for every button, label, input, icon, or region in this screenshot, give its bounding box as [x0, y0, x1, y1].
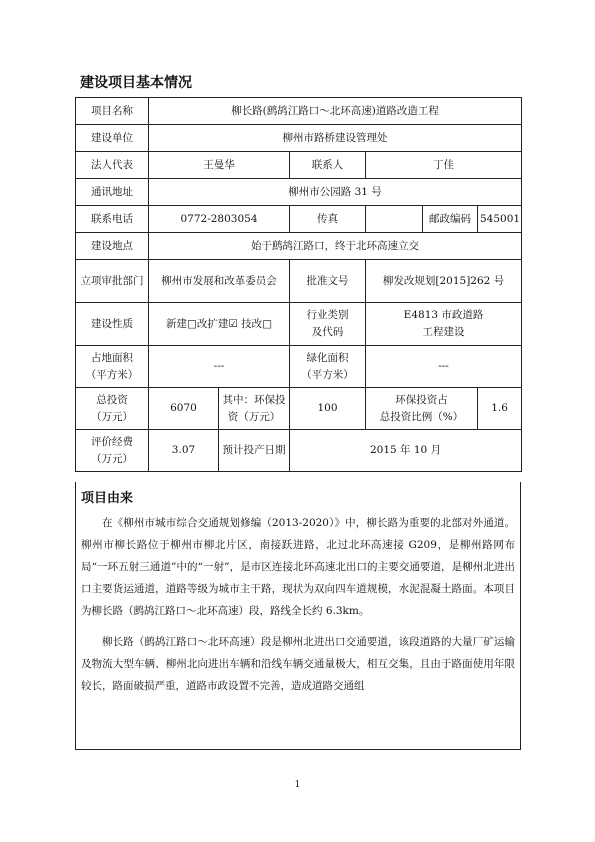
contact-value: 丁佳 — [366, 152, 522, 179]
project-origin-title: 项目由来 — [81, 491, 134, 506]
eval-fee-value: 3.07 — [149, 430, 219, 472]
phone-value: 0772-2803054 — [149, 206, 290, 233]
industry-line-1: E4813 市政道路 — [403, 309, 484, 321]
project-origin-text — [81, 512, 515, 706]
env-ratio-label-line-2: 总投资比例（%） — [379, 410, 464, 423]
eval-fee-label — [76, 430, 149, 472]
env-ratio-label-line-1: 环保投资占 — [395, 393, 448, 406]
legal-rep-value: 王曼华 — [149, 152, 290, 179]
invest-value: 6070 — [149, 388, 219, 430]
area-label-line-2: （平方米） — [85, 368, 139, 381]
area-label — [76, 346, 149, 388]
industry-label-text: 行业类别及代码 — [306, 309, 349, 338]
fax-label: 传真 — [290, 206, 366, 233]
invest-label — [76, 388, 149, 430]
page-number: 1 — [294, 780, 301, 790]
address-label: 通讯地址 — [76, 179, 149, 206]
builder-label: 建设单位 — [76, 125, 149, 152]
section-title: 建设项目基本情况 — [80, 75, 192, 91]
site-label: 建设地点 — [76, 233, 149, 260]
legal-rep-label: 法人代表 — [76, 152, 149, 179]
invest-label-line-1: 总投资 — [96, 393, 128, 406]
postcode-value: 545001 — [478, 206, 522, 233]
industry-value — [366, 303, 522, 346]
fax-value — [366, 206, 423, 233]
phone-label: 联系电话 — [76, 206, 149, 233]
green-label-line-1: 绿化面积 — [306, 351, 349, 364]
prod-date-value: 2015 年 10 月 — [290, 430, 522, 472]
env-ratio-value: 1.6 — [478, 388, 522, 430]
project-name-value: 柳长路(鹧鸪江路口～北环高速)道路改造工程 — [149, 98, 522, 125]
prod-date-label: 预计投产日期 — [219, 430, 290, 472]
industry-line-2: 工程建设 — [422, 326, 465, 338]
origin-paragraph-2: 柳长路（鹧鸪江路口～北环高速）段是柳州北进出口交通要道，该段道路的大量厂矿运输及物流大型车辆、柳州北向进出车辆和沿线车辆交通量极大，相互交集，且由于路面使用年限较长，路面破损严重，道路市政设置不完善，造成道路交通组 — [81, 636, 515, 692]
green-value: --- — [366, 346, 522, 388]
approval-dept-label: 立项审批部门 — [76, 260, 149, 303]
nature-value: 新建□改扩建☑ 技改□ — [149, 303, 290, 346]
env-invest-label-line-1: 其中：环保投 — [222, 393, 286, 406]
origin-paragraph-1: 在《柳州市城市综合交通规划修编（2013-2020）》中，柳长路为重要的北部对外通道。柳州市柳长路位于柳州市柳北片区，南接跃进路，北过北环高速接 G209，是柳州路网布局“一环五射三通道”中的“一射”，是市区连接北环高速北出口的主要交通要道，是柳州北进出口主要货运通道，道路等级为城市主干路，现状为双向四车道规模，水泥混凝土路面。本项目为柳长路（鹧鸪江路口～北环高速）段，路线全长约 6.3km。 — [81, 517, 515, 617]
contact-label: 联系人 — [290, 152, 366, 179]
builder-value: 柳州市路桥建设管理处 — [149, 125, 522, 152]
approval-no-label: 批准文号 — [290, 260, 366, 303]
eval-fee-label-line-2: （万元） — [91, 452, 133, 465]
env-invest-value: 100 — [290, 388, 366, 430]
area-value: --- — [149, 346, 290, 388]
project-origin-box — [75, 482, 521, 750]
project-name-label: 项目名称 — [76, 98, 149, 125]
env-ratio-label — [366, 388, 478, 430]
address-value: 柳州市公园路 31 号 — [149, 179, 522, 206]
approval-dept-value: 柳州市发展和改革委员会 — [149, 260, 290, 303]
green-label — [290, 346, 366, 388]
env-invest-label — [219, 388, 290, 430]
site-value: 始于鹧鸪江路口，终于北环高速立交 — [149, 233, 522, 260]
area-label-line-1: 占地面积 — [91, 351, 133, 364]
eval-fee-label-line-1: 评价经费 — [91, 435, 133, 448]
env-invest-label-line-2: 资（万元） — [227, 410, 281, 423]
postcode-label: 邮政编码 — [423, 206, 478, 233]
invest-label-line-2: （万元） — [91, 410, 133, 423]
industry-label — [290, 303, 366, 346]
project-info-table — [75, 97, 522, 472]
nature-label: 建设性质 — [76, 303, 149, 346]
approval-no-value: 柳发改规划[2015]262 号 — [366, 260, 522, 303]
green-label-line-2: （平方米） — [301, 368, 354, 381]
